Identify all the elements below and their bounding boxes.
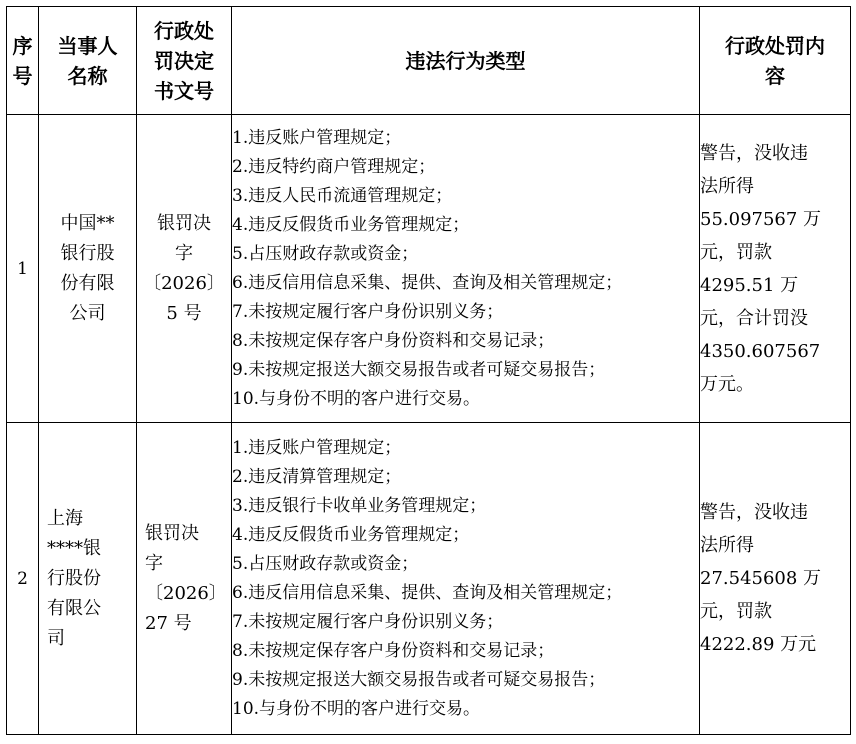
penalty-line: 警告，没收违 xyxy=(700,142,808,164)
header-decision-doc-number xyxy=(137,7,232,115)
party-name-cell xyxy=(39,115,137,423)
violation-item: 2.违反清算管理规定； xyxy=(232,466,402,487)
violation-item: 3.违反银行卡收单业务管理规定； xyxy=(232,495,487,516)
penalty-line: 4222.89 万元 xyxy=(700,634,817,655)
penalty-line: 法所得 xyxy=(700,175,754,197)
violation-item: 2.违反特约商户管理规定； xyxy=(232,156,436,177)
header-doc-line: 书文号 xyxy=(154,78,214,103)
penalty-line: 4295.51 万 xyxy=(700,274,799,296)
table-row xyxy=(7,115,851,423)
penalty-content-cell xyxy=(700,423,851,735)
decision-doc-line: 银罚决 xyxy=(145,522,199,544)
party-name-line: 上海 xyxy=(47,507,83,529)
party-name-line: 司 xyxy=(47,627,65,649)
violation-item: 7.未按规定履行客户身份识别义务； xyxy=(232,611,504,632)
decision-doc-line: 5 号 xyxy=(166,302,202,324)
table-header-row xyxy=(7,7,851,115)
violation-item: 6.违反信用信息采集、提供、查询及相关管理规定； xyxy=(232,272,623,293)
header-party-name xyxy=(39,7,137,115)
violation-item: 6.违反信用信息采集、提供、查询及相关管理规定； xyxy=(232,582,623,603)
decision-doc-line: 字 xyxy=(145,552,163,574)
violation-item: 3.违反人民币流通管理规定； xyxy=(232,185,453,206)
table-row xyxy=(7,423,851,735)
party-name-line: ****银 xyxy=(47,537,101,559)
decision-doc-cell xyxy=(137,423,232,735)
decision-doc-line: 27 号 xyxy=(145,612,192,634)
penalty-content-cell xyxy=(700,115,851,423)
penalty-table xyxy=(6,6,851,735)
decision-doc-line: 字 xyxy=(175,242,193,264)
penalty-line: 55.097567 万 xyxy=(700,208,822,230)
party-name-line: 份有限 xyxy=(60,272,115,294)
violation-item: 9.未按规定报送大额交易报告或者可疑交易报告； xyxy=(232,359,606,380)
violation-item: 4.违反反假货币业务管理规定； xyxy=(232,524,470,545)
party-name-line: 公司 xyxy=(69,302,106,324)
violation-item: 4.违反反假货币业务管理规定； xyxy=(232,214,470,235)
penalty-line: 元，罚款 xyxy=(700,601,772,622)
decision-doc-line: 〔2026〕 xyxy=(145,582,227,604)
penalty-line: 4350.607567 xyxy=(700,340,821,362)
party-name-line: 银行股 xyxy=(60,242,115,264)
header-penalty-line: 行政处罚内 xyxy=(725,33,825,58)
header-seq xyxy=(7,7,39,115)
header-seq-line: 号 xyxy=(12,63,33,88)
violation-list-cell xyxy=(232,115,700,423)
violation-item: 9.未按规定报送大额交易报告或者可疑交易报告； xyxy=(232,669,606,690)
violation-list-cell xyxy=(232,423,700,735)
decision-doc-line: 银罚决 xyxy=(157,212,211,234)
penalty-line: 万元。 xyxy=(700,373,754,395)
header-doc-line: 罚决定 xyxy=(154,48,214,73)
party-name-line: 有限公 xyxy=(47,597,101,619)
decision-doc-line: 〔2026〕 xyxy=(143,272,225,294)
violation-item: 8.未按规定保存客户身份资料和交易记录； xyxy=(232,640,555,661)
violation-item: 5.占压财政存款或资金； xyxy=(232,553,419,574)
header-type-line: 违法行为类型 xyxy=(405,48,526,73)
penalty-line: 元，罚款 xyxy=(700,241,772,263)
row-seq-number: 2 xyxy=(17,568,28,589)
violation-item: 8.未按规定保存客户身份资料和交易记录； xyxy=(232,330,555,351)
violation-item: 5.占压财政存款或资金； xyxy=(232,243,419,264)
penalty-line: 27.545608 万 xyxy=(700,568,822,589)
violation-item: 10.与身份不明的客户进行交易。 xyxy=(232,388,481,409)
header-penalty-line: 容 xyxy=(765,63,785,88)
decision-doc-cell xyxy=(137,115,232,423)
row-seq-number: 1 xyxy=(17,258,28,279)
violation-item: 7.未按规定履行客户身份识别义务； xyxy=(232,301,504,322)
violation-item: 1.违反账户管理规定； xyxy=(232,437,402,458)
header-party-line: 当事人 xyxy=(57,33,118,58)
penalty-line: 法所得 xyxy=(700,535,754,556)
party-name-cell xyxy=(39,423,137,735)
header-penalty-content xyxy=(700,7,851,115)
header-seq-line: 序 xyxy=(12,33,33,58)
violation-item: 1.违反账户管理规定； xyxy=(232,127,402,148)
header-doc-line: 行政处 xyxy=(154,18,214,43)
header-party-line: 名称 xyxy=(67,63,108,88)
row-seq-cell xyxy=(7,423,39,735)
party-name-line: 行股份 xyxy=(47,567,101,589)
violation-item: 10.与身份不明的客户进行交易。 xyxy=(232,698,481,719)
penalty-line: 元，合计罚没 xyxy=(700,307,808,329)
penalty-line: 警告，没收违 xyxy=(700,502,808,523)
party-name-line: 中国** xyxy=(60,212,115,234)
row-seq-cell xyxy=(7,115,39,423)
header-violation-type xyxy=(232,7,700,115)
